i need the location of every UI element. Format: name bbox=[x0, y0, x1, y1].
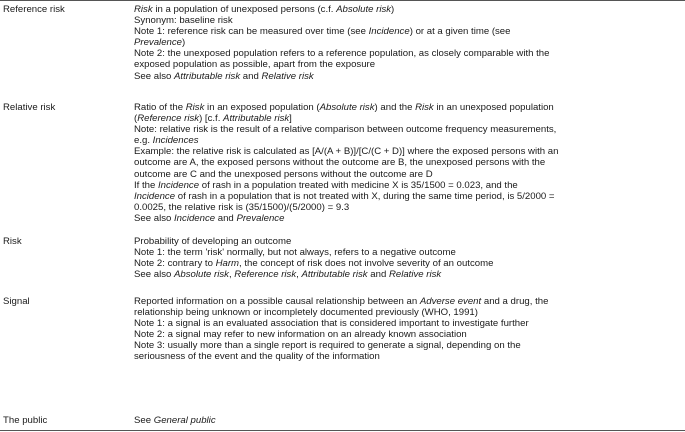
definition-text: See bbox=[134, 415, 154, 426]
cross-reference-term: Absolute risk bbox=[319, 102, 375, 113]
definition-text: Note 1: reference risk can be measured over time (see bbox=[134, 26, 369, 38]
cross-reference-term: Prevalence bbox=[134, 37, 182, 49]
cross-reference-term: Risk bbox=[415, 102, 434, 113]
definition-line bbox=[134, 236, 682, 247]
cross-reference-term: Prevalence bbox=[236, 212, 285, 224]
definition-line bbox=[134, 213, 682, 224]
definition-text: and bbox=[367, 269, 389, 281]
cross-reference-term: Incidence bbox=[158, 179, 200, 191]
cross-reference-term: Incidence bbox=[134, 190, 176, 202]
definition-line bbox=[134, 157, 682, 168]
definition-text: outcome are C and the unexposed persons without the outcome are D bbox=[134, 168, 433, 180]
definition-text: Ratio of the bbox=[134, 102, 186, 113]
definition-text: ) or at a given time (see bbox=[409, 26, 511, 38]
definition-line bbox=[134, 247, 682, 258]
definition-text: exposed population as possible, apart from the exposure bbox=[134, 59, 376, 71]
definition-line bbox=[134, 146, 682, 157]
cross-reference-term: Absolute risk bbox=[174, 269, 229, 281]
definition-line bbox=[134, 4, 682, 15]
cross-reference-term: Relative risk bbox=[388, 269, 442, 281]
definition-line bbox=[134, 71, 682, 82]
definition-line bbox=[134, 135, 682, 146]
definition-text: Note 1: a signal is an evaluated association that is considered important to investigate further bbox=[134, 318, 529, 330]
definition-text: Synonym: baseline risk bbox=[134, 15, 233, 27]
definition-text: ) [c.f. bbox=[199, 113, 224, 125]
definition-line bbox=[134, 318, 682, 329]
entry-definition bbox=[134, 102, 682, 224]
definition-text: , bbox=[228, 269, 235, 281]
cross-reference-term: Attributable risk bbox=[301, 269, 368, 281]
definition-line bbox=[134, 124, 682, 135]
entry-term: Relative risk bbox=[3, 102, 56, 113]
definition-text: and a drug, the bbox=[481, 296, 549, 307]
definition-text: and bbox=[240, 70, 262, 82]
definition-line bbox=[134, 26, 682, 37]
definition-line bbox=[134, 15, 682, 26]
bottom-rule bbox=[0, 430, 685, 431]
cross-reference-term: Incidence bbox=[368, 26, 410, 38]
top-rule bbox=[0, 0, 685, 1]
definition-text: Note 2: the unexposed population refers to a reference population, as closely comparable with the bbox=[134, 48, 550, 60]
cross-reference-term: Absolute risk bbox=[336, 4, 392, 15]
definition-text: of rash in a population treated with medicine X is 35/1500 = 0.023, and the bbox=[199, 179, 518, 191]
definition-line bbox=[134, 102, 682, 113]
definition-text: Note 1: the term 'risk' normally, but not always, refers to a negative outcome bbox=[134, 247, 456, 259]
definition-line bbox=[134, 351, 682, 362]
definition-text: e.g. bbox=[134, 135, 153, 147]
cross-reference-term: Reference risk bbox=[234, 269, 297, 281]
cross-reference-term: General public bbox=[153, 415, 216, 426]
definition-text: ) bbox=[182, 37, 186, 49]
definition-line bbox=[134, 329, 682, 340]
definition-line bbox=[134, 415, 682, 426]
definition-line bbox=[134, 37, 682, 48]
cross-reference-term: Risk bbox=[134, 4, 153, 15]
definition-text: See also bbox=[134, 70, 175, 82]
definition-line bbox=[134, 113, 682, 124]
definition-line bbox=[134, 307, 682, 318]
cross-reference-term: Attributable risk bbox=[223, 113, 290, 125]
definition-text: If the bbox=[134, 179, 158, 191]
definition-text: Note 2: a signal may refer to new information on an already known association bbox=[134, 329, 467, 341]
entry-term: Risk bbox=[3, 236, 22, 247]
entry-term: Signal bbox=[3, 296, 30, 307]
definition-line bbox=[134, 340, 682, 351]
definition-line bbox=[134, 269, 682, 280]
definition-text: Note 3: usually more than a single report is required to generate a signal, depending on the bbox=[134, 340, 521, 352]
definition-text: , bbox=[296, 269, 302, 281]
definition-line bbox=[134, 180, 682, 191]
cross-reference-term: Harm bbox=[215, 258, 240, 270]
definition-line bbox=[134, 258, 682, 269]
definition-text: seriousness of the event and the quality of the information bbox=[134, 351, 380, 363]
definition-line bbox=[134, 48, 682, 59]
definition-text: relationship being unknown or incompletely documented previously (WHO, 1991) bbox=[134, 307, 478, 319]
definition-line bbox=[134, 59, 682, 70]
definition-text: See also bbox=[134, 212, 175, 224]
cross-reference-term: Relative risk bbox=[261, 70, 314, 82]
entry-definition bbox=[134, 415, 682, 426]
cross-reference-term: Risk bbox=[185, 102, 205, 113]
definition-line bbox=[134, 169, 682, 180]
definition-text: Example: the relative risk is calculated as [A/(A + B)]/[C/(C + D)] where the exposed persons with an bbox=[134, 146, 559, 158]
entry-definition bbox=[134, 296, 682, 363]
cross-reference-term: Incidence bbox=[174, 212, 216, 224]
definition-text: Reported information on a possible causal relationship between an bbox=[134, 296, 420, 307]
cross-reference-term: Adverse event bbox=[419, 296, 482, 307]
definition-line bbox=[134, 191, 682, 202]
definition-text: outcome are A, the exposed persons without the outcome are B, the unexposed persons with the bbox=[134, 157, 546, 169]
definition-text: ) bbox=[391, 4, 395, 15]
definition-text: ] bbox=[289, 113, 292, 125]
definition-text: in an exposed population ( bbox=[204, 102, 320, 113]
definition-line bbox=[134, 296, 682, 307]
definition-text: 0.0025, the relative risk is (35/1500)/(5/2000) = 9.3 bbox=[134, 201, 350, 213]
entry-term: Reference risk bbox=[3, 4, 65, 15]
entry-definition bbox=[134, 4, 682, 82]
cross-reference-term: Incidences bbox=[152, 135, 199, 147]
definition-text: ) and the bbox=[374, 102, 416, 113]
entry-definition bbox=[134, 236, 682, 280]
definition-text: Probability of developing an outcome bbox=[134, 236, 292, 247]
definition-text: and bbox=[215, 212, 237, 224]
definition-text: of rash in a population that is not treated with X, during the same time period, is 5/2000 = bbox=[175, 190, 555, 202]
definition-text: ( bbox=[134, 113, 138, 125]
cross-reference-term: Attributable risk bbox=[174, 70, 241, 82]
definition-text: Note 2: contrary to bbox=[134, 258, 216, 270]
cross-reference-term: Reference risk bbox=[137, 113, 200, 125]
definition-text: See also bbox=[134, 269, 175, 281]
definition-text: in an unexposed population bbox=[433, 102, 554, 113]
definition-line bbox=[134, 202, 682, 213]
definition-text: Note: relative risk is the result of a relative comparison between outcome frequency measurements, bbox=[134, 124, 557, 136]
definition-text: , the concept of risk does not involve severity of an outcome bbox=[239, 258, 494, 270]
definition-text: in a population of unexposed persons (c.f. bbox=[152, 4, 337, 15]
entry-term: The public bbox=[3, 415, 48, 426]
